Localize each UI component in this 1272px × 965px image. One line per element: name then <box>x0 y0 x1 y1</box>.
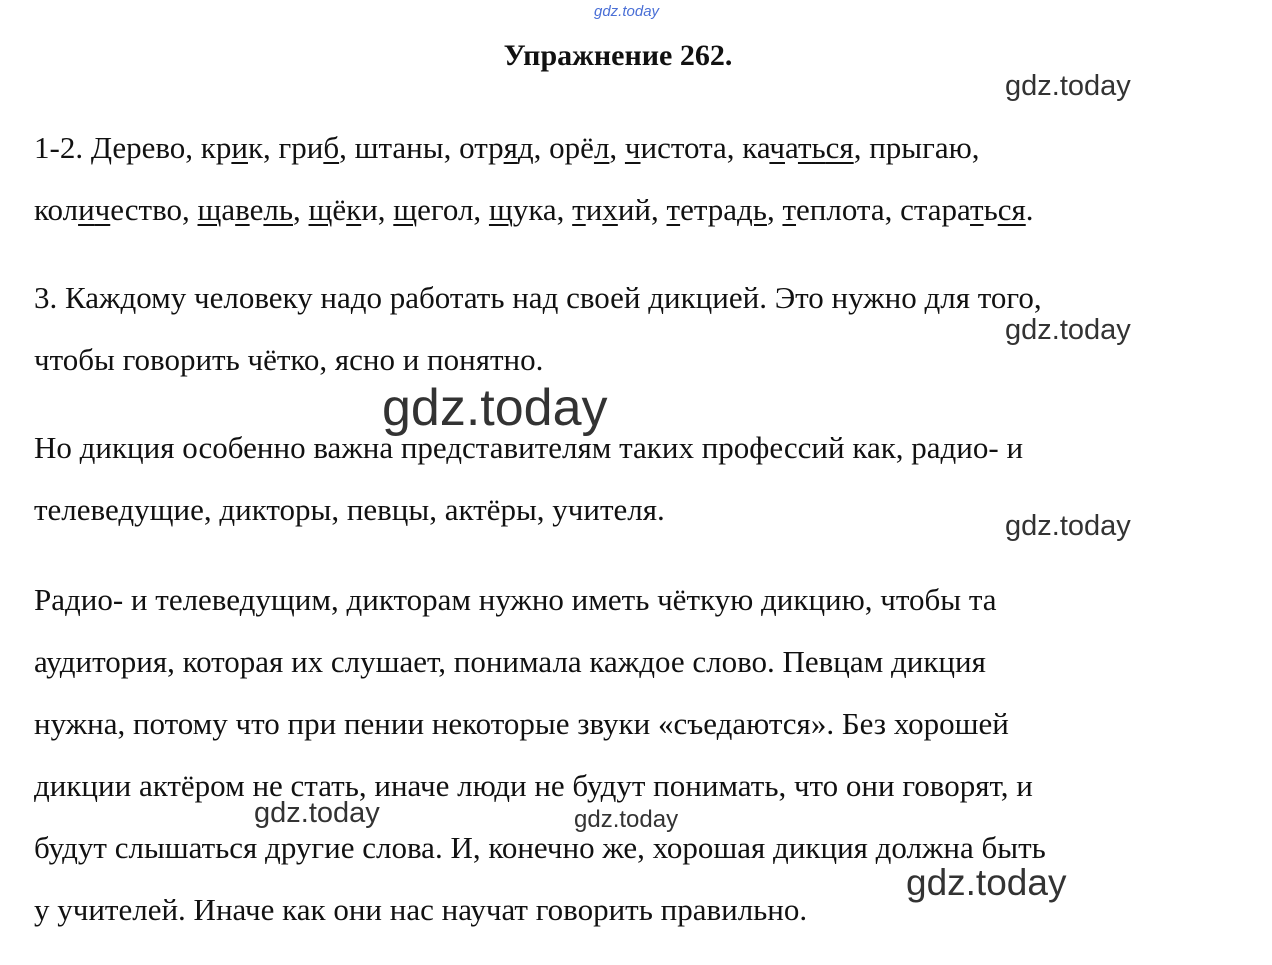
text-segment: ь <box>983 192 998 227</box>
watermark: gdz.today <box>574 806 679 833</box>
watermark-top: gdz.today <box>594 3 660 20</box>
underlined-letter: щ <box>488 192 513 227</box>
underlined-letter: х <box>602 192 618 227</box>
paragraph-line: дикции актёром не стать, иначе люди не будут понимать, что они говорят, и <box>34 768 1033 803</box>
underlined-letter: ся <box>825 130 854 165</box>
underlined-letter: б <box>323 130 340 165</box>
text-segment: ий, <box>617 192 667 227</box>
underlined-letter: ч <box>94 192 111 227</box>
underlined-letter: т <box>970 192 984 227</box>
underlined-letter: л <box>593 130 610 165</box>
watermark: gdz.today <box>906 862 1067 903</box>
section-1-2 <box>34 117 1214 241</box>
underlined-letter: щ <box>393 192 418 227</box>
text-segment: ество, <box>110 192 198 227</box>
text-segment: и, <box>361 192 394 227</box>
watermark: gdz.today <box>1005 70 1131 102</box>
text-segment: и <box>585 192 603 227</box>
text-segment: егол, <box>417 192 489 227</box>
text-segment: ерево, кр <box>112 130 232 165</box>
text-segment: а <box>221 192 236 227</box>
underlined-letter: ль <box>263 192 293 227</box>
paragraph-line: у учителей. Иначе как они нас научат говорить правильно. <box>34 892 808 927</box>
text-segment: етра <box>680 192 738 227</box>
underlined-letter: ч <box>624 130 641 165</box>
watermark: gdz.today <box>254 797 380 829</box>
paragraph-line: нужна, потому что при пении некоторые звуки «съедаются». Без хорошей <box>34 706 1009 741</box>
underlined-letter: к <box>346 192 362 227</box>
text-segment: , прыгаю, <box>853 130 980 165</box>
paragraph-line: 3. Каждому человеку надо работать над своей дикцией. Это нужно для того, <box>34 280 1042 315</box>
text-segment: е <box>249 192 264 227</box>
underlined-letter: т <box>572 192 586 227</box>
text-segment: а <box>784 130 798 165</box>
underlined-letter: Д <box>90 130 113 165</box>
watermark: gdz.today <box>1005 510 1131 542</box>
underlined-letter: я <box>503 130 518 165</box>
underlined-letter: т <box>797 130 812 165</box>
paragraph-line: чтобы говорить чётко, ясно и понятно. <box>34 342 544 377</box>
paragraph-line: будут слышаться другие слова. И, конечно же, хорошая дикция должна быть <box>34 830 1046 865</box>
text-segment: к, гри <box>247 130 324 165</box>
text-segment: , штаны, отр <box>339 130 504 165</box>
text-segment: еплота, стара <box>796 192 971 227</box>
section-1-2-line-2 <box>34 179 1214 241</box>
watermark: gdz.today <box>382 379 608 437</box>
text-segment: . <box>1025 192 1034 227</box>
underlined-letter: щ <box>308 192 333 227</box>
text-segment: , <box>293 192 309 227</box>
underlined-letter: и <box>78 192 95 227</box>
paragraph-line: телеведущие, дикторы, певцы, актёры, учителя. <box>34 492 665 527</box>
underlined-letter: ся <box>997 192 1026 227</box>
paragraph-line: Но дикция особенно важна представителям таких профессий как, радио- и <box>34 430 1024 465</box>
underlined-letter: т <box>666 192 681 227</box>
text-segment: кол <box>34 192 79 227</box>
underlined-letter: дь <box>737 192 767 227</box>
text-segment: истота, ка <box>640 130 770 165</box>
underlined-letter: ч <box>769 130 785 165</box>
underlined-letter: ь <box>811 130 826 165</box>
underlined-letter: и <box>231 130 248 165</box>
section-1-2-line-1 <box>34 117 1214 179</box>
paragraph-line: аудитория, которая их слушает, понимала каждое слово. Певцам дикция <box>34 644 986 679</box>
text-segment: , <box>766 192 783 227</box>
text-segment: ука, <box>512 192 573 227</box>
underlined-letter: т <box>782 192 797 227</box>
underlined-letter: в <box>235 192 250 227</box>
text-segment: 1-2. <box>34 130 91 165</box>
underlined-letter: щ <box>197 192 222 227</box>
watermark: gdz.today <box>1005 314 1131 346</box>
text-segment: , <box>609 130 625 165</box>
text-segment: д, орё <box>517 130 594 165</box>
exercise-title: Упражнение 262. <box>503 39 733 72</box>
text-segment: ё <box>332 192 347 227</box>
paragraph-line: Радио- и телеведущим, дикторам нужно иметь чёткую дикцию, чтобы та <box>34 582 997 617</box>
